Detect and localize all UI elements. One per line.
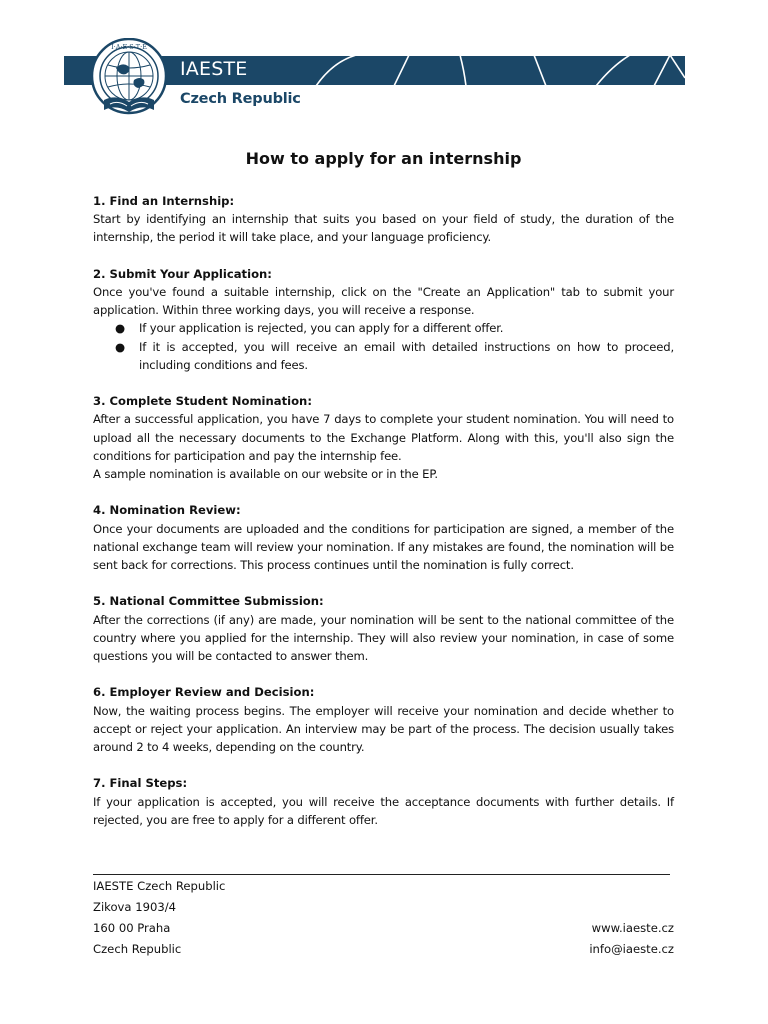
list-item-text: If it is accepted, you will receive an email with detailed instructions on how to proceed, including conditions and fees.	[139, 339, 674, 372]
section-committee-submission	[93, 592, 674, 665]
section-paragraph: If your application is accepted, you will receive the acceptance documents with further details. If rejected, you are free to apply for a different offer.	[93, 794, 674, 827]
document-body	[93, 148, 674, 847]
section-paragraph: Start by identifying an internship that suits you based on your field of study, the duration of the internship, the period it will take place, and your language proficiency.	[93, 212, 674, 245]
section-heading: 4. Nomination Review:	[93, 503, 241, 518]
footer-address	[93, 876, 225, 960]
section-find-internship	[93, 192, 674, 247]
section-paragraph: Now, the waiting process begins. The employer will receive your nomination and decide whether to accept or reject your application. An interview may be part of the process. The decision usually takes around 2 to 4 weeks, depending on the country.	[93, 703, 674, 755]
section-paragraph: A sample nomination is available on our website or in the EP.	[93, 467, 438, 482]
section-student-nomination	[93, 392, 674, 483]
section-paragraph: Once your documents are uploaded and the conditions for participation are signed, a member of the national exchange team will review your nomination. If any mistakes are found, the nomination will be sent back for corrections. This process continues until the nomination is fully correct.	[93, 521, 674, 573]
bullet-list	[93, 319, 674, 374]
email-link[interactable]: info@iaeste.cz	[589, 942, 674, 956]
section-employer-review	[93, 683, 674, 756]
address-line: IAESTE Czech Republic	[93, 879, 226, 893]
list-item-text: If your application is rejected, you can apply for a different offer.	[139, 321, 504, 336]
bullet-icon: ●	[115, 339, 125, 354]
section-paragraph: After a successful application, you have 7 days to complete your student nomination. You will need to upload all the necessary documents to the Exchange Platform. Along with this, you'll also sign the conditions for participation and pay the internship fee.	[93, 412, 674, 463]
logo-ring-text: I·A·E·S·T·E	[111, 43, 147, 51]
brand-country: Czech Republic	[180, 91, 301, 107]
section-heading: 2. Submit Your Application:	[93, 266, 272, 281]
iaeste-logo	[88, 38, 170, 124]
section-paragraph: After the corrections (if any) are made, your nomination will be sent to the national committee of the country where you applied for the internship. They will also review your nomination, in case of some questions you will be contacted to answer them.	[93, 612, 674, 664]
section-heading: 3. Complete Student Nomination:	[93, 394, 312, 409]
address-line: Czech Republic	[93, 942, 182, 956]
brand-name: IAESTE	[180, 58, 248, 80]
section-paragraph: Once you've found a suitable internship, click on the "Create an Application" tab to submit your application. Within three working days, you will receive a response.	[93, 285, 674, 318]
section-heading: 1. Find an Internship:	[93, 194, 235, 208]
footer-contact	[589, 918, 674, 960]
section-final-steps	[93, 774, 674, 829]
address-line: Zikova 1903/4	[93, 900, 176, 914]
section-heading: 6. Employer Review and Decision:	[93, 685, 315, 700]
website-link[interactable]: www.iaeste.cz	[591, 921, 674, 935]
document-title: How to apply for an internship	[245, 149, 522, 168]
section-heading: 5. National Committee Submission:	[93, 594, 324, 609]
footer-divider	[93, 874, 670, 875]
list-item	[93, 338, 674, 374]
section-submit-application	[93, 265, 674, 374]
bullet-icon: ●	[115, 321, 125, 336]
section-heading: 7. Final Steps:	[93, 776, 188, 791]
address-line: 160 00 Praha	[93, 921, 171, 935]
list-item	[93, 319, 674, 337]
letterhead	[0, 0, 768, 140]
section-nomination-review	[93, 501, 674, 574]
